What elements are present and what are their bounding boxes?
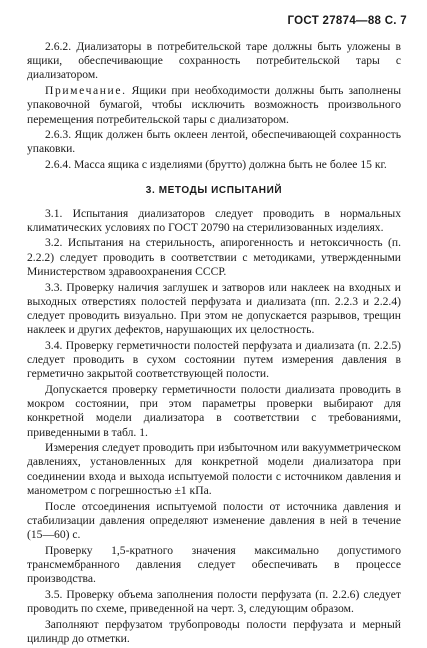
document-body: [27, 40, 401, 648]
paragraph-2-6-2: 2.6.2. Диализаторы в потребительской таре должны быть уложены в ящики, обеспечивающие сохранность потребительской тары с диализатором.: [27, 40, 401, 82]
paragraph-3-4-c: Измерения следует проводить при избыточном или вакуумметрическом давлениях, установленных для конкретной модели диализатора при соединении входа и выхода испытуемой полости с источником давления и манометром с погрешностью ±1 кПа.: [27, 441, 401, 497]
paragraph-3-5-b: Заполняют перфузатом трубопроводы полости перфузата и мерный цилиндр до отметки.: [27, 617, 401, 645]
page-header: ГОСТ 27874—88 С. 7: [287, 15, 407, 27]
paragraph-3-5: 3.5. Проверку объема заполнения полости перфузата (п. 2.2.6) следует проводить по схеме, приведенной на черт. 3, следующим образом.: [27, 587, 401, 616]
paragraph-3-1: 3.1. Испытания диализаторов следует проводить в нормальных климатических условиях по ГОСТ 20790 на стерилизованных изделиях.: [27, 206, 401, 234]
paragraph-3-4-b: Допускается проверку герметичности полости диализата проводить в мокром состоянии, при этом параметры проверки выбирают для конкретной модели диализатора в соответствии с требованиями, приведенными в табл. 1.: [27, 382, 401, 439]
paragraph-3-4: 3.4. Проверку герметичности полостей перфузата и диализата (п. 2.2.5) следует проводить в сухом состоянии путем измерения давления в герметично закрытой соответствующей полости.: [27, 338, 401, 381]
section-heading: 3. МЕТОДЫ ИСПЫТАНИЙ: [145, 185, 283, 197]
paragraph-3-2: 3.2. Испытания на стерильность, апирогенность и нетоксичность (п. 2.2.2) следует проводить в соответствии с методиками, утвержденными Министерством здравоохранения СССР.: [27, 236, 401, 278]
paragraph-2-6-3: 2.6.3. Ящик должен быть оклеен лентой, обеспечивающей сохранность упаковки.: [27, 128, 401, 156]
paragraph-3-4-e: Проверку 1,5-кратного значения максимально допустимого трансмембранного давления следует обеспечивать в процессе производства.: [27, 543, 401, 586]
paragraph-3-3: 3.3. Проверку наличия заглушек и затворов или наклеек на входных и выходных отверстиях полостей перфузата и диализата (пп. 2.2.3 и 2.2.4) следует проводить визуально. При этом не допускается разрывов, трещин наклеек и других дефектов, нарушающих их целостность.: [27, 280, 401, 337]
note-paragraph: [27, 84, 401, 127]
paragraph-2-6-4: 2.6.4. Масса ящика с изделиями (брутто) должна быть не более 15 кг.: [45, 158, 387, 172]
note-label: Примечание.: [45, 84, 127, 98]
paragraph-3-4-d: После отсоединения испытуемой полости от источника давления и стабилизации давления определяют изменение давления в ней в течение (15—60) с.: [27, 499, 401, 541]
note-text: Ящики при необходимости должны быть заполнены упаковочной бумагой, чтобы исключить возможность произвольного перемещения потребительской тары с диализатором.: [27, 84, 401, 126]
